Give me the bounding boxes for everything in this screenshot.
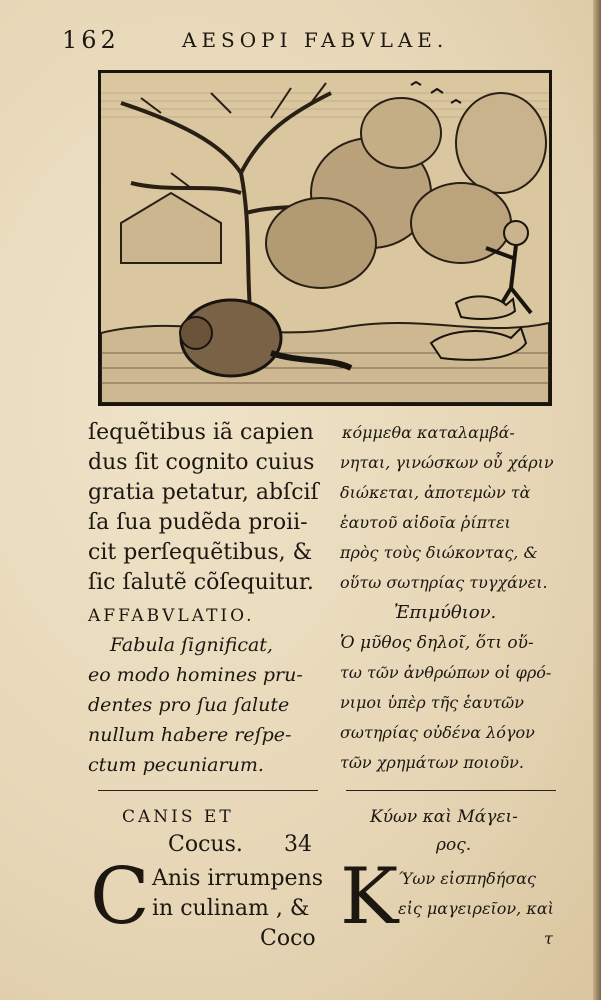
fable-number: 34 <box>284 832 312 857</box>
latin-start-line: Anis irrumpens <box>152 866 324 891</box>
latin-line: dus ſit cognito cuius <box>88 450 315 475</box>
page-number: 162 <box>62 26 120 54</box>
greek-moral-line: τω τῶν ἀνθρώπων οἱ φρό- <box>340 663 552 682</box>
greek-start-line: Ύων εἰσπηδήσας <box>398 869 537 888</box>
latin-moral-line: eo modo homines pru- <box>88 664 303 686</box>
greek-dropcap: K <box>340 852 399 942</box>
greek-line: ἑαυτοῦ αἰδοῖα ῥίπτει <box>340 513 511 532</box>
woodcut-drawing <box>101 73 549 403</box>
next-fable-title: CANIS ET <box>122 807 234 827</box>
latin-line: cit perſequẽtibus, & <box>88 540 313 565</box>
latin-line: ſequẽtibus iã capien <box>88 420 314 445</box>
greek-next-title: Κύων καὶ Μάγει- <box>370 807 518 827</box>
latin-start-line: in culinam , & <box>152 896 310 921</box>
next-fable-title-2: Cocus. <box>168 832 243 857</box>
page-header <box>62 26 482 56</box>
greek-line: διώκεται, ἀποτεμὼν τὰ <box>340 483 531 502</box>
greek-moral-heading: Ἐπιμύθιον. <box>394 602 497 623</box>
greek-line: κόμμεθα καταλαμβά- <box>342 423 515 442</box>
greek-line: νηται, γινώσκων οὗ χάριν <box>340 453 554 472</box>
latin-line: ſa ſua pudẽda proii- <box>88 510 308 535</box>
greek-line: οὕτω σωτηρίας τυγχάνει. <box>340 573 548 592</box>
latin-moral-line: dentes pro ſua ſalute <box>88 694 290 716</box>
latin-line: ſic ſalutẽ cõſequitur. <box>88 570 314 595</box>
latin-start-line: Coco <box>260 926 316 951</box>
running-title: AESOPI FABVLAE. <box>182 28 449 52</box>
greek-moral-line: τῶν χρημάτων ποιοῦν. <box>340 753 524 772</box>
section-rule <box>98 790 318 791</box>
woodcut-illustration <box>98 70 552 406</box>
latin-dropcap: C <box>90 852 150 942</box>
greek-moral-line: σωτηρίας οὐδένα λόγον <box>340 723 535 742</box>
greek-start-line: εἰς μαγειρεῖον, καὶ <box>398 899 554 918</box>
latin-moral-line: Fabula ſignificat, <box>110 634 273 656</box>
greek-moral-line: Ὁ μῦθος δηλοῖ, ὅτι οὕ- <box>340 633 534 653</box>
latin-moral-line: ctum pecuniarum. <box>88 754 264 776</box>
latin-line: gratia petatur, abſciſ <box>88 480 319 505</box>
latin-moral-heading: AFFABVLATIO. <box>88 606 255 626</box>
greek-moral-line: νιμοι ὑπὲρ τῆς ἑαυτῶν <box>340 693 524 712</box>
page-edge <box>593 0 601 1000</box>
latin-moral-line: nullum habere reſpe- <box>88 724 292 746</box>
catchword: τ <box>544 929 553 948</box>
greek-next-title-2: ρος. <box>436 835 472 855</box>
section-rule <box>346 790 556 791</box>
greek-line: πρὸς τοὺς διώκοντας, & <box>340 543 538 562</box>
